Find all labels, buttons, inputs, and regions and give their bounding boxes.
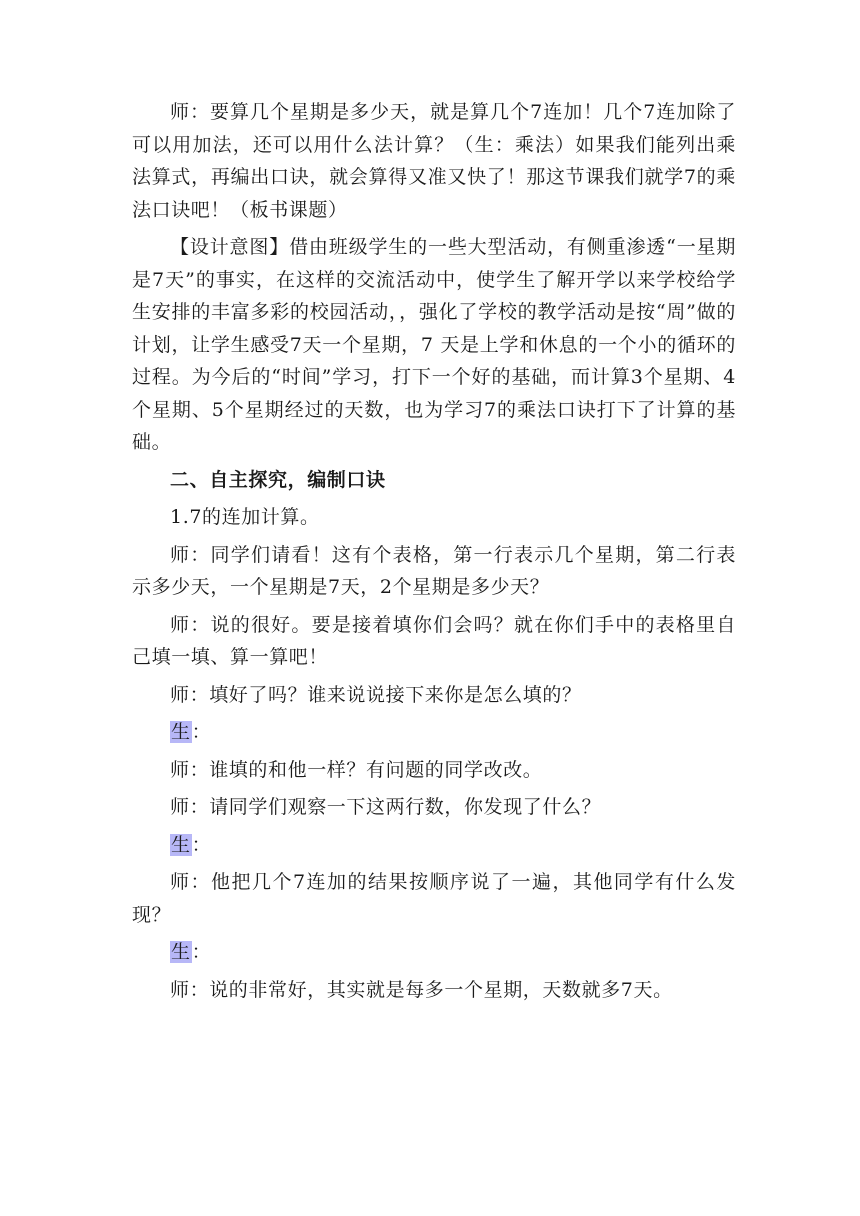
student-label-highlight: 生 — [171, 721, 191, 743]
paragraph-teacher-fill: 师：说的很好。要是接着填你们会吗？就在你们手中的表格里自己填一填、算一算吧！ — [132, 613, 736, 668]
document-page — [132, 96, 736, 1011]
paragraph-step-1: 1.7的连加计算。 — [170, 506, 320, 528]
paragraph-teacher-conclusion: 师：说的非常好，其实就是每多一个星期，天数就多7天。 — [170, 978, 673, 1001]
paragraph-teacher-check: 师：谁填的和他一样？有问题的同学改改。 — [170, 758, 543, 781]
paragraph-teacher-observe: 师：请同学们观察一下这两行数，你发现了什么？ — [170, 796, 602, 818]
paragraph-teacher-ask: 师：填好了吗？谁来说说接下来你是怎么填的？ — [170, 683, 582, 706]
section-heading: 二、自主探究，编制口诀 — [170, 468, 386, 491]
student-reply-2 — [132, 829, 736, 862]
student-colon: ： — [191, 721, 212, 743]
paragraph-teacher-intro: 师：要算几个星期是多少天，就是算几个7连加！几个7连加除了可以用加法，还可以用什么法计算？（生：乘法）如果我们能列出乘法算式，再编出口诀，就会算得又准又快了！那这节课我们就学7的乘法口诀吧！（板书课题） — [132, 101, 736, 221]
student-label-highlight: 生 — [171, 833, 191, 856]
student-label-highlight: 生 — [171, 941, 191, 963]
student-colon: ： — [191, 941, 212, 963]
paragraph-teacher-sequence: 师：他把几个7连加的结果按顺序说了一遍，其他同学有什么发现？ — [132, 871, 736, 926]
paragraph-design-intent: 【设计意图】借由班级学生的一些大型活动，有侧重渗透“一星期是7天”的事实，在这样的交流活动中，使学生了解开学以来学校给学生安排的丰富多彩的校园活动，，强化了学校的教学活动是按“周”做的计划，让学生感受7天一个星期，7 天是上学和休息的一个小的循环的过程。为今后的“时间”学习，打下一个好的基础，而计算3个星期、4个星期、5个星期经过的天数，也为学习7的乘法口诀打下了计算的基础。 — [132, 236, 736, 453]
student-reply-3 — [132, 936, 736, 969]
student-colon: ： — [191, 833, 212, 856]
student-reply-1 — [132, 716, 736, 749]
paragraph-teacher-table: 师：同学们请看！这有个表格，第一行表示几个星期，第二行表示多少天，一个星期是7天，2个星期是多少天？ — [132, 543, 736, 598]
